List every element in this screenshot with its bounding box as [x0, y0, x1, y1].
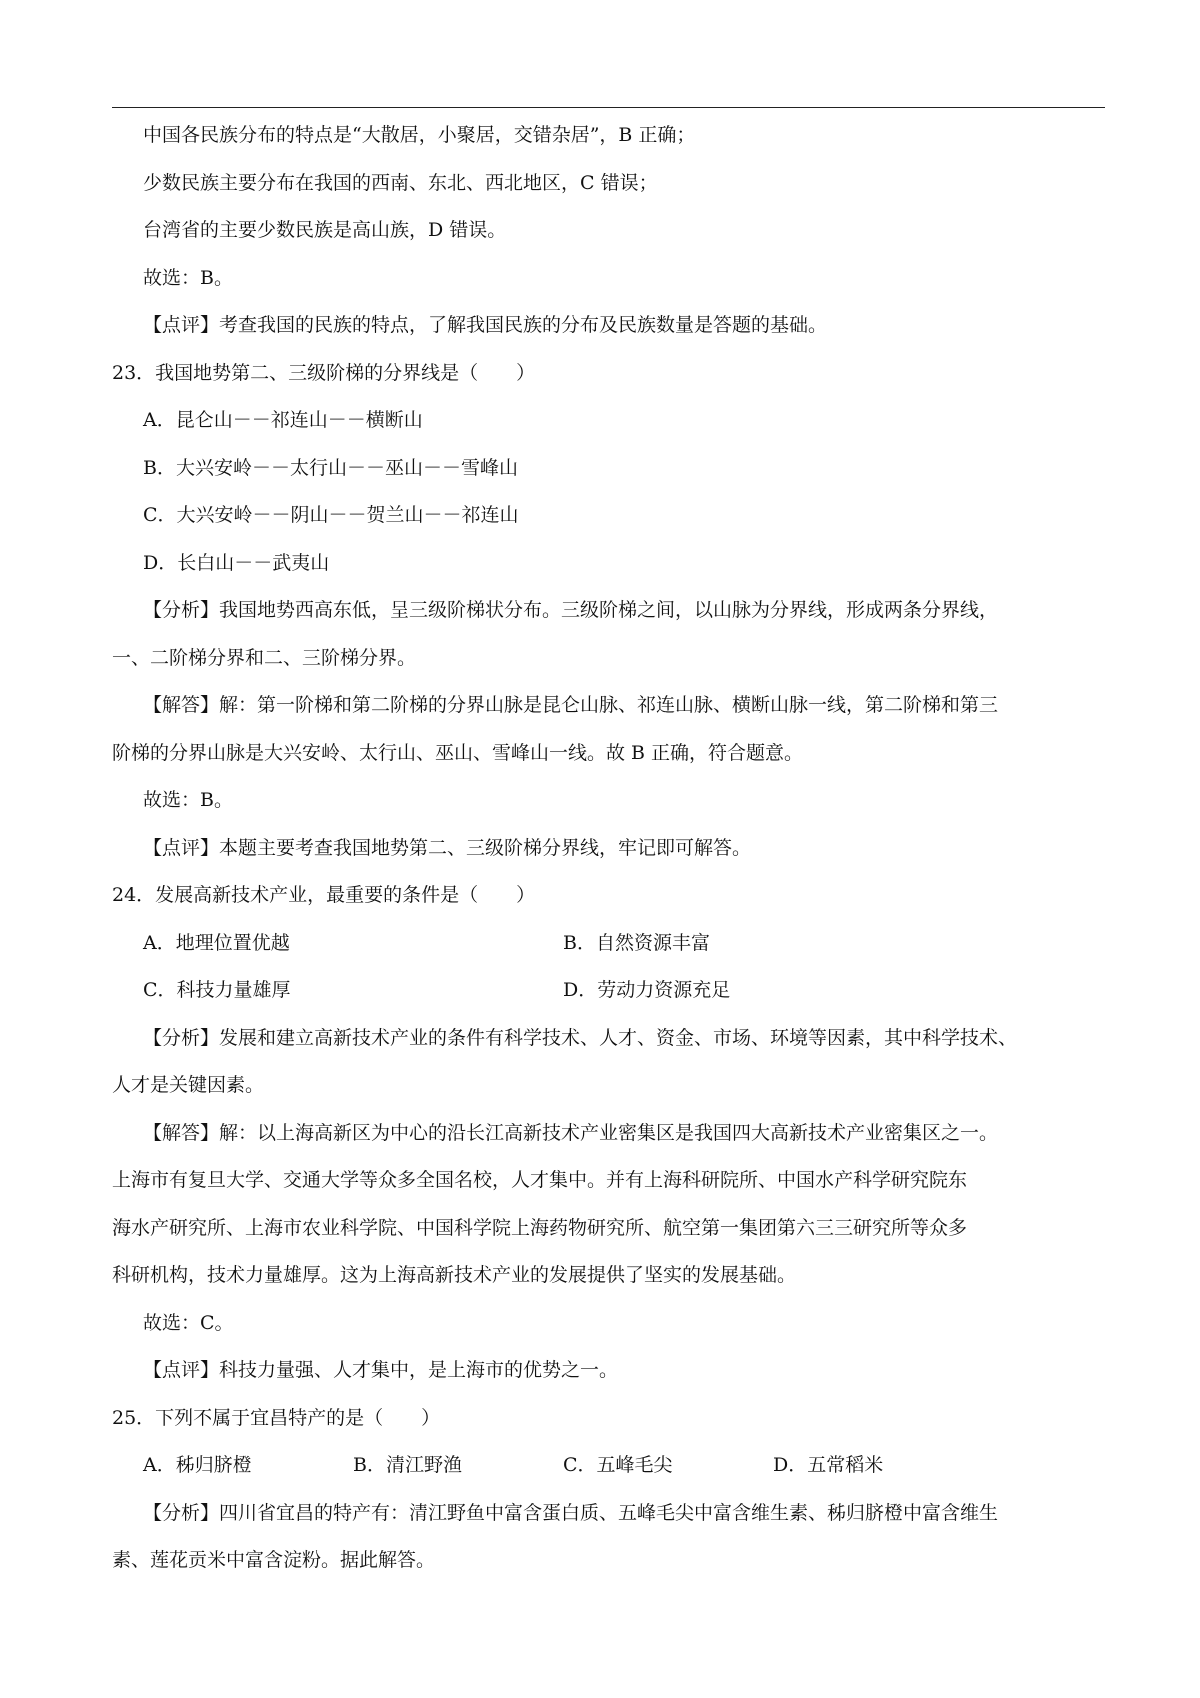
solution-line: 上海市有复旦大学、交通大学等众多全国名校，人才集中。并有上海科研院所、中国水产科学研究院东 [112, 1169, 968, 1191]
solution-line: 科研机构，技术力量雄厚。这为上海高新技术产业的发展提供了坚实的发展基础。 [112, 1264, 797, 1286]
options-row [112, 967, 1105, 1015]
solution-line: 海水产研究所、上海市农业科学院、中国科学院上海药物研究所、航空第一集团第六三三研究所等众多 [112, 1216, 968, 1239]
analysis-line: 【分析】四川省宜昌的特产有：清江野鱼中富含蛋白质、五峰毛尖中富含维生素、秭归脐橙中富含维生 [143, 1501, 999, 1524]
document-body [112, 112, 1105, 1585]
question-24: 24．发展高新技术产业，最重要的条件是（ ） [112, 884, 536, 906]
option-b: B．自然资源丰富 [563, 931, 710, 954]
comment-line: 【点评】科技力量强、人才集中，是上海市的优势之一。 [143, 1359, 619, 1381]
option-b: B．大兴安岭－－太行山－－巫山－－雪峰山 [143, 456, 518, 479]
analysis-line: 人才是关键因素。 [112, 1074, 265, 1096]
header-rule [112, 107, 1105, 108]
analysis-line: 【分析】发展和建立高新技术产业的条件有科学技术、人才、资金、市场、环境等因素，其中科学技术、 [143, 1026, 1018, 1049]
comment-line: 【点评】本题主要考查我国地势第二、三级阶梯分界线，牢记即可解答。 [143, 836, 752, 859]
analysis-line: 一、二阶梯分界和二、三阶梯分界。 [112, 646, 417, 669]
answer-line: 故选：B。 [143, 789, 233, 811]
answer-line: 故选：B。 [143, 266, 233, 289]
comment-line: 【点评】考查我国的民族的特点，了解我国民族的分布及民族数量是答题的基础。 [143, 314, 828, 336]
option-d: D．劳动力资源充足 [563, 979, 731, 1001]
text-line: 少数民族主要分布在我国的西南、东北、西北地区，C 错误； [143, 171, 658, 194]
options-row [112, 920, 1105, 968]
question-23: 23．我国地势第二、三级阶梯的分界线是（ ） [112, 361, 536, 384]
option-c: C．科技力量雄厚 [143, 979, 291, 1001]
text-line: 台湾省的主要少数民族是高山族，D 错误。 [143, 219, 507, 241]
option-a: A．秭归脐橙 [143, 1454, 252, 1476]
solution-line: 阶梯的分界山脉是大兴安岭、太行山、巫山、雪峰山一线。故 B 正确，符合题意。 [112, 741, 804, 764]
text-line: 中国各民族分布的特点是“大散居，小聚居，交错杂居”，B 正确； [143, 124, 696, 146]
option-d: D．五常稻米 [773, 1454, 884, 1476]
question-25: 25．下列不属于宜昌特产的是（ ） [112, 1406, 441, 1429]
analysis-line: 素、莲花贡米中富含淀粉。据此解答。 [112, 1549, 436, 1571]
option-c: C．大兴安岭－－阴山－－贺兰山－－祁连山 [143, 504, 519, 526]
answer-line: 故选：C。 [143, 1311, 234, 1334]
option-d: D．长白山－－武夷山 [143, 551, 330, 574]
solution-line: 【解答】解：以上海高新区为中心的沿长江高新技术产业密集区是我国四大高新技术产业密集区之一。 [143, 1121, 999, 1144]
solution-line: 【解答】解：第一阶梯和第二阶梯的分界山脉是昆仑山脉、祁连山脉、横断山脉一线，第二阶梯和第三 [143, 694, 999, 716]
options-row [112, 1442, 1105, 1490]
option-a: A．昆仑山－－祁连山－－横断山 [143, 409, 423, 431]
option-c: C．五峰毛尖 [563, 1454, 673, 1476]
option-a: A．地理位置优越 [143, 931, 290, 954]
analysis-line: 【分析】我国地势西高东低，呈三级阶梯状分布。三级阶梯之间，以山脉为分界线，形成两条分界线， [143, 599, 999, 621]
option-b: B．清江野渔 [353, 1454, 462, 1476]
